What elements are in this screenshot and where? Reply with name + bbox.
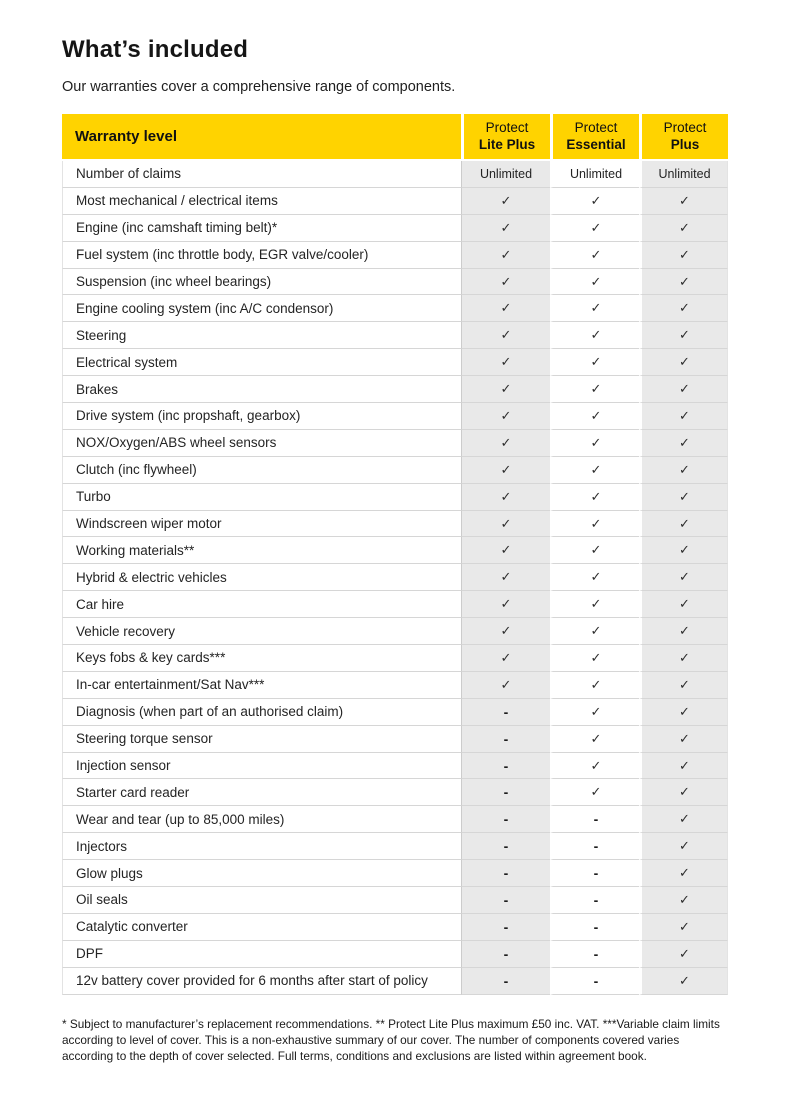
row-label: Turbo bbox=[62, 484, 461, 511]
check-icon: ✓ bbox=[461, 430, 550, 457]
table-row bbox=[62, 699, 728, 726]
check-icon: ✓ bbox=[639, 537, 728, 564]
row-label: 12v battery cover provided for 6 months after start of policy bbox=[62, 968, 461, 995]
check-icon: ✓ bbox=[550, 349, 639, 376]
table-row bbox=[62, 645, 728, 672]
check-icon: ✓ bbox=[461, 188, 550, 215]
table-row bbox=[62, 269, 728, 296]
table-row bbox=[62, 860, 728, 887]
check-icon: ✓ bbox=[461, 242, 550, 269]
table-row bbox=[62, 672, 728, 699]
row-label: NOX/Oxygen/ABS wheel sensors bbox=[62, 430, 461, 457]
dash-icon: - bbox=[550, 833, 639, 860]
check-icon: ✓ bbox=[639, 349, 728, 376]
row-label: Fuel system (inc throttle body, EGR valve/cooler) bbox=[62, 242, 461, 269]
check-icon: ✓ bbox=[461, 618, 550, 645]
row-label: DPF bbox=[62, 941, 461, 968]
row-label: Injectors bbox=[62, 833, 461, 860]
check-icon: ✓ bbox=[550, 269, 639, 296]
row-label: Glow plugs bbox=[62, 860, 461, 887]
column-header-line1: Protect bbox=[663, 119, 707, 135]
check-icon: ✓ bbox=[639, 242, 728, 269]
dash-icon: - bbox=[550, 806, 639, 833]
row-label: Car hire bbox=[62, 591, 461, 618]
table-row bbox=[62, 295, 728, 322]
check-icon: ✓ bbox=[461, 457, 550, 484]
check-icon: ✓ bbox=[550, 699, 639, 726]
check-icon: ✓ bbox=[461, 645, 550, 672]
check-icon: ✓ bbox=[639, 511, 728, 538]
table-row bbox=[62, 322, 728, 349]
row-label: Drive system (inc propshaft, gearbox) bbox=[62, 403, 461, 430]
check-icon: ✓ bbox=[639, 672, 728, 699]
table-row bbox=[62, 726, 728, 753]
check-icon: ✓ bbox=[639, 968, 728, 995]
check-icon: ✓ bbox=[639, 726, 728, 753]
check-icon: ✓ bbox=[461, 295, 550, 322]
table-row bbox=[62, 941, 728, 968]
table-row bbox=[62, 349, 728, 376]
row-label: Hybrid & electric vehicles bbox=[62, 564, 461, 591]
check-icon: ✓ bbox=[639, 860, 728, 887]
check-icon: ✓ bbox=[639, 941, 728, 968]
warranty-level-header: Warranty level bbox=[62, 114, 461, 161]
check-icon: ✓ bbox=[461, 403, 550, 430]
table-row bbox=[62, 833, 728, 860]
check-icon: ✓ bbox=[639, 269, 728, 296]
dash-icon: - bbox=[461, 968, 550, 995]
table-row bbox=[62, 968, 728, 995]
table-row bbox=[62, 887, 728, 914]
check-icon: ✓ bbox=[639, 779, 728, 806]
check-icon: ✓ bbox=[550, 537, 639, 564]
check-icon: ✓ bbox=[639, 403, 728, 430]
check-icon: ✓ bbox=[550, 242, 639, 269]
check-icon: ✓ bbox=[461, 215, 550, 242]
row-label: Keys fobs & key cards*** bbox=[62, 645, 461, 672]
warranty-comparison-table bbox=[62, 114, 728, 995]
table-row bbox=[62, 484, 728, 511]
row-label: Wear and tear (up to 85,000 miles) bbox=[62, 806, 461, 833]
check-icon: ✓ bbox=[461, 484, 550, 511]
row-label: Engine (inc camshaft timing belt)* bbox=[62, 215, 461, 242]
table-row bbox=[62, 215, 728, 242]
table-row bbox=[62, 591, 728, 618]
check-icon: ✓ bbox=[461, 564, 550, 591]
page-title: What’s included bbox=[62, 36, 249, 63]
row-label: Oil seals bbox=[62, 887, 461, 914]
check-icon: ✓ bbox=[550, 511, 639, 538]
row-label: Diagnosis (when part of an authorised claim) bbox=[62, 699, 461, 726]
row-label: Vehicle recovery bbox=[62, 618, 461, 645]
check-icon: ✓ bbox=[461, 672, 550, 699]
table-row bbox=[62, 779, 728, 806]
check-icon: ✓ bbox=[461, 269, 550, 296]
row-label: Suspension (inc wheel bearings) bbox=[62, 269, 461, 296]
check-icon: ✓ bbox=[639, 753, 728, 780]
check-icon: ✓ bbox=[550, 779, 639, 806]
row-label: Working materials** bbox=[62, 537, 461, 564]
dash-icon: - bbox=[550, 914, 639, 941]
dash-icon: - bbox=[461, 914, 550, 941]
table-row bbox=[62, 188, 728, 215]
check-icon: ✓ bbox=[550, 726, 639, 753]
table-row bbox=[62, 537, 728, 564]
check-icon: ✓ bbox=[639, 618, 728, 645]
dash-icon: - bbox=[550, 887, 639, 914]
dash-icon: - bbox=[461, 779, 550, 806]
column-header-protect-essential bbox=[550, 114, 639, 161]
check-icon: ✓ bbox=[550, 591, 639, 618]
dash-icon: - bbox=[461, 887, 550, 914]
check-icon: ✓ bbox=[550, 430, 639, 457]
column-header-protect-plus bbox=[639, 114, 728, 161]
check-icon: ✓ bbox=[550, 618, 639, 645]
cell-text: Unlimited bbox=[461, 161, 550, 188]
check-icon: ✓ bbox=[639, 215, 728, 242]
page-subtitle: Our warranties cover a comprehensive range of components. bbox=[62, 79, 456, 95]
footnote: * Subject to manufacturer’s replacement recommendations. ** Protect Lite Plus maximum £50 inc. VAT. ***Variable claim limits according to level of cover. This is a non-exhaustive summary of our cover. The number of components covered varies according to the depth of cover selected. Full terms, conditions and exclusions are listed within agreement book. bbox=[62, 1016, 720, 1063]
column-header-line1: Protect bbox=[574, 119, 618, 135]
check-icon: ✓ bbox=[461, 591, 550, 618]
table-row bbox=[62, 242, 728, 269]
row-label: Windscreen wiper motor bbox=[62, 511, 461, 538]
table-row bbox=[62, 618, 728, 645]
check-icon: ✓ bbox=[639, 591, 728, 618]
check-icon: ✓ bbox=[550, 215, 639, 242]
dash-icon: - bbox=[461, 699, 550, 726]
check-icon: ✓ bbox=[639, 645, 728, 672]
dash-icon: - bbox=[461, 806, 550, 833]
row-label: Most mechanical / electrical items bbox=[62, 188, 461, 215]
check-icon: ✓ bbox=[639, 484, 728, 511]
table-row bbox=[62, 457, 728, 484]
row-label: Steering torque sensor bbox=[62, 726, 461, 753]
dash-icon: - bbox=[461, 833, 550, 860]
dash-icon: - bbox=[461, 860, 550, 887]
table-body bbox=[62, 161, 728, 995]
row-label: Brakes bbox=[62, 376, 461, 403]
check-icon: ✓ bbox=[550, 672, 639, 699]
row-label: Engine cooling system (inc A/C condensor) bbox=[62, 295, 461, 322]
dash-icon: - bbox=[550, 860, 639, 887]
check-icon: ✓ bbox=[550, 484, 639, 511]
row-label: In-car entertainment/Sat Nav*** bbox=[62, 672, 461, 699]
check-icon: ✓ bbox=[550, 753, 639, 780]
check-icon: ✓ bbox=[550, 188, 639, 215]
check-icon: ✓ bbox=[461, 376, 550, 403]
check-icon: ✓ bbox=[550, 295, 639, 322]
table-row bbox=[62, 914, 728, 941]
row-label: Injection sensor bbox=[62, 753, 461, 780]
check-icon: ✓ bbox=[639, 833, 728, 860]
column-header-line2: Plus bbox=[670, 136, 700, 152]
row-label: Electrical system bbox=[62, 349, 461, 376]
check-icon: ✓ bbox=[639, 914, 728, 941]
check-icon: ✓ bbox=[639, 376, 728, 403]
dash-icon: - bbox=[461, 941, 550, 968]
check-icon: ✓ bbox=[550, 376, 639, 403]
dash-icon: - bbox=[550, 941, 639, 968]
table-row bbox=[62, 753, 728, 780]
check-icon: ✓ bbox=[461, 349, 550, 376]
column-header-protect-lite-plus bbox=[461, 114, 550, 161]
check-icon: ✓ bbox=[639, 457, 728, 484]
dash-icon: - bbox=[461, 726, 550, 753]
table-row bbox=[62, 564, 728, 591]
check-icon: ✓ bbox=[461, 537, 550, 564]
check-icon: ✓ bbox=[639, 322, 728, 349]
table-header-row bbox=[62, 114, 728, 161]
check-icon: ✓ bbox=[639, 430, 728, 457]
table-row bbox=[62, 161, 728, 188]
dash-icon: - bbox=[550, 968, 639, 995]
table-row bbox=[62, 511, 728, 538]
check-icon: ✓ bbox=[639, 188, 728, 215]
check-icon: ✓ bbox=[639, 806, 728, 833]
cell-text: Unlimited bbox=[550, 161, 639, 188]
table-row bbox=[62, 376, 728, 403]
table-row bbox=[62, 806, 728, 833]
check-icon: ✓ bbox=[550, 322, 639, 349]
check-icon: ✓ bbox=[639, 699, 728, 726]
check-icon: ✓ bbox=[550, 645, 639, 672]
column-header-line2: Essential bbox=[566, 136, 626, 152]
check-icon: ✓ bbox=[550, 564, 639, 591]
column-header-line2: Lite Plus bbox=[478, 136, 536, 152]
check-icon: ✓ bbox=[461, 511, 550, 538]
row-label: Catalytic converter bbox=[62, 914, 461, 941]
check-icon: ✓ bbox=[639, 887, 728, 914]
cell-text: Unlimited bbox=[639, 161, 728, 188]
row-label: Starter card reader bbox=[62, 779, 461, 806]
check-icon: ✓ bbox=[461, 322, 550, 349]
row-label: Clutch (inc flywheel) bbox=[62, 457, 461, 484]
column-header-line1: Protect bbox=[485, 119, 529, 135]
dash-icon: - bbox=[461, 753, 550, 780]
check-icon: ✓ bbox=[639, 564, 728, 591]
check-icon: ✓ bbox=[639, 295, 728, 322]
row-label: Number of claims bbox=[62, 161, 461, 188]
check-icon: ✓ bbox=[550, 457, 639, 484]
table-row bbox=[62, 430, 728, 457]
table-row bbox=[62, 403, 728, 430]
check-icon: ✓ bbox=[550, 403, 639, 430]
row-label: Steering bbox=[62, 322, 461, 349]
